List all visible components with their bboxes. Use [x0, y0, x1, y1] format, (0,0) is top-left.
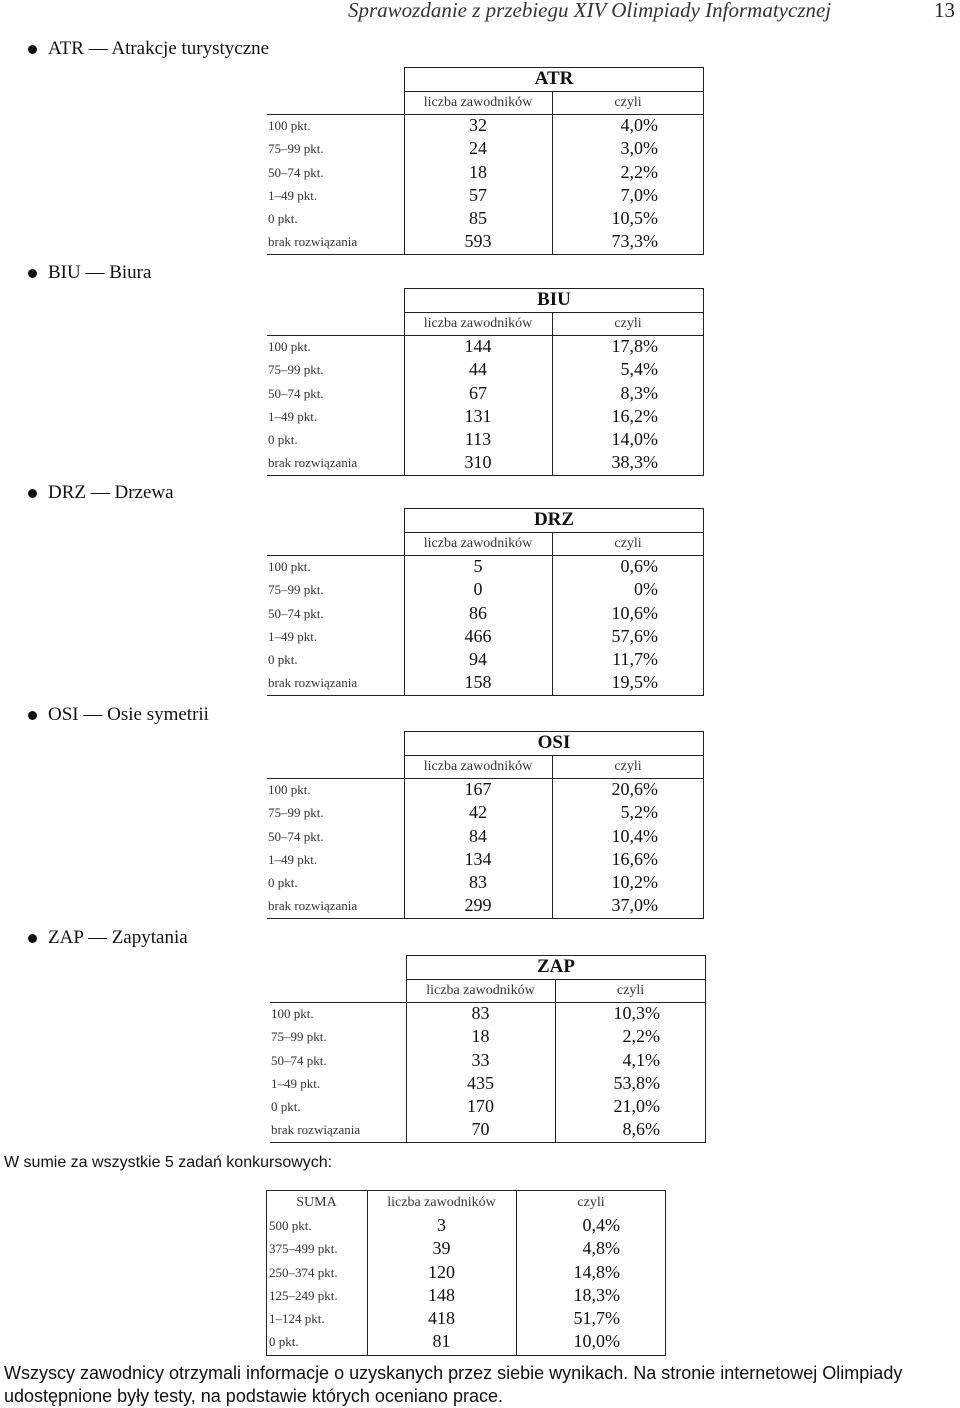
task-heading-atr	[28, 38, 269, 60]
row-count: 24	[469, 138, 487, 159]
row-count: 84	[469, 825, 487, 846]
bullet-icon	[28, 269, 37, 278]
table-title: BIU	[537, 289, 571, 310]
row-percent: 8,3%	[620, 382, 658, 403]
table-title: ZAP	[537, 956, 575, 977]
task-heading-text: DRZ — Drzewa	[48, 482, 174, 503]
page-number: 13	[934, 0, 955, 22]
row-label: 50–74 pkt.	[268, 385, 324, 401]
row-percent: 7,0%	[620, 184, 658, 205]
row-count: 86	[469, 602, 487, 623]
row-count: 57	[469, 184, 487, 205]
row-percent: 17,8%	[611, 336, 658, 357]
task-heading-zap	[28, 927, 188, 949]
row-label: 125–249 pkt.	[269, 1287, 338, 1303]
row-label: 75–99 pkt.	[268, 582, 324, 598]
column-header-count: liczba zawodników	[426, 983, 535, 998]
row-count: 466	[464, 625, 492, 646]
row-percent: 4,1%	[622, 1049, 660, 1070]
table-title: ATR	[534, 68, 574, 89]
row-label: 1–124 pkt.	[269, 1311, 325, 1326]
row-count: 33	[471, 1049, 490, 1070]
row-percent: 14,0%	[611, 429, 658, 449]
row-percent: 18,3%	[573, 1284, 620, 1305]
row-count: 83	[469, 872, 487, 892]
column-divider	[703, 91, 704, 255]
column-header-count: liczba zawodników	[423, 536, 533, 551]
task-heading-text: ZAP — Zapytania	[48, 927, 188, 948]
row-percent: 2,2%	[620, 161, 658, 182]
row-percent: 53,8%	[613, 1072, 660, 1093]
row-label: 100 pkt.	[268, 339, 311, 355]
row-label: 75–99 pkt.	[268, 362, 324, 378]
column-header-count: liczba zawodników	[423, 316, 533, 331]
row-count: 32	[469, 115, 487, 136]
column-header-count: liczba zawodników	[423, 95, 533, 110]
row-percent: 4,8%	[582, 1238, 620, 1259]
row-label: 50–74 pkt.	[268, 164, 324, 180]
row-label: 100 pkt.	[271, 1006, 314, 1022]
column-header-percent: czyli	[616, 983, 645, 998]
row-percent: 11,7%	[612, 649, 658, 669]
row-label: 0 pkt.	[268, 875, 298, 890]
row-percent: 5,2%	[620, 802, 658, 823]
row-label: 75–99 pkt.	[268, 805, 324, 821]
column-header-percent: czyli	[614, 759, 642, 774]
row-count: 67	[469, 382, 487, 403]
row-count: 113	[464, 429, 492, 449]
row-label: brak rozwiązania	[268, 898, 358, 914]
table-title: OSI	[537, 732, 571, 753]
row-label: 500 pkt.	[269, 1218, 312, 1234]
row-count: 131	[464, 405, 492, 426]
row-percent: 51,7%	[573, 1308, 620, 1328]
row-label: 100 pkt.	[268, 559, 311, 575]
row-count: 148	[428, 1284, 455, 1305]
column-divider	[703, 532, 704, 696]
row-count: 120	[428, 1261, 455, 1282]
row-percent: 20,6%	[611, 779, 658, 800]
bullet-icon	[28, 711, 37, 720]
row-count: 418	[428, 1308, 455, 1328]
column-header-percent: czyli	[614, 95, 642, 110]
row-label: 50–74 pkt.	[271, 1052, 327, 1068]
row-count: 5	[473, 556, 483, 577]
row-percent: 0,4%	[582, 1215, 620, 1236]
bullet-icon	[28, 489, 37, 498]
row-percent: 19,5%	[611, 672, 658, 693]
column-header-percent: czyli	[614, 536, 642, 551]
row-label: 50–74 pkt.	[268, 605, 324, 621]
row-count: 0	[473, 579, 483, 600]
row-count: 85	[469, 208, 487, 228]
row-label: 1–49 pkt.	[268, 187, 318, 203]
column-divider	[703, 312, 704, 476]
row-count: 44	[469, 359, 487, 380]
row-label: 250–374 pkt.	[269, 1264, 338, 1280]
task-heading-biu	[28, 262, 151, 284]
row-percent: 38,3%	[611, 452, 658, 473]
row-label: 50–74 pkt.	[268, 828, 324, 844]
row-count: 83	[471, 1003, 490, 1024]
column-divider	[705, 979, 706, 1143]
bullet-icon	[28, 934, 37, 943]
row-count: 158	[464, 672, 492, 693]
row-label: 0 pkt.	[268, 652, 298, 667]
row-count: 70	[471, 1119, 490, 1140]
table-title: DRZ	[533, 509, 575, 530]
row-percent: 16,6%	[611, 848, 658, 869]
row-percent: 0,6%	[620, 556, 658, 577]
task-heading-text: OSI — Osie symetrii	[48, 704, 209, 725]
row-percent: 4,0%	[620, 115, 658, 136]
row-percent: 5,4%	[620, 359, 658, 380]
row-percent: 37,0%	[611, 895, 658, 916]
row-count: 18	[469, 161, 487, 182]
row-percent: 21,0%	[613, 1096, 660, 1116]
column-header-percent: czyli	[614, 316, 642, 331]
row-count: 435	[467, 1072, 494, 1093]
row-percent: 8,6%	[622, 1119, 660, 1140]
row-label: 1–49 pkt.	[271, 1075, 321, 1091]
row-label: 0 pkt.	[271, 1099, 301, 1114]
task-heading-osi	[28, 704, 209, 726]
row-percent: 10,2%	[611, 872, 658, 892]
task-heading-drz	[28, 482, 174, 504]
row-count: 94	[469, 649, 487, 669]
row-percent: 10,6%	[611, 602, 658, 623]
row-count: 134	[464, 848, 492, 869]
row-label: 100 pkt.	[268, 782, 311, 798]
footer-paragraph: Wszyscy zawodnicy otrzymali informacje o uzyskanych przez siebie wynikach. Na stronie internetowej Olimpiady udostępnione były testy, na podstawie których oceniano prace.	[4, 1363, 903, 1406]
row-count: 167	[464, 779, 492, 800]
row-label: 75–99 pkt.	[268, 141, 324, 157]
row-percent: 16,2%	[611, 405, 658, 426]
header-title: Sprawozdanie z przebiegu XIV Olimpiady Informatycznej	[348, 0, 832, 22]
row-label: 1–49 pkt.	[268, 628, 318, 644]
row-percent: 73,3%	[611, 231, 658, 252]
row-label: 0 pkt.	[268, 432, 298, 447]
summary-intro: W sumie za wszystkie 5 zadań konkursowych:	[4, 1154, 333, 1171]
row-label: 75–99 pkt.	[271, 1029, 327, 1045]
column-header-count: liczba zawodników	[423, 759, 533, 774]
row-label: 375–499 pkt.	[269, 1241, 338, 1257]
row-count: 39	[432, 1238, 451, 1259]
row-percent: 14,8%	[573, 1261, 620, 1282]
row-count: 42	[469, 802, 487, 823]
summary-header-label: SUMA	[296, 1195, 337, 1210]
summary-header-percent: czyli	[577, 1195, 605, 1210]
task-heading-text: ATR — Atrakcje turystyczne	[48, 38, 270, 59]
row-percent: 57,6%	[611, 625, 658, 646]
row-label: brak rozwiązania	[271, 1122, 361, 1138]
bullet-icon	[28, 45, 37, 54]
summary-header-count: liczba zawodników	[387, 1195, 496, 1210]
row-percent: 10,4%	[611, 825, 658, 846]
column-divider	[703, 755, 704, 919]
row-count: 299	[464, 895, 492, 916]
row-label: 0 pkt.	[268, 211, 298, 226]
row-percent: 0%	[634, 579, 658, 600]
row-label: brak rozwiązania	[268, 455, 358, 471]
row-label: 0 pkt.	[269, 1334, 299, 1350]
row-count: 3	[437, 1215, 446, 1236]
row-percent: 10,3%	[613, 1003, 660, 1024]
row-label: brak rozwiązania	[268, 675, 358, 691]
row-percent: 2,2%	[622, 1026, 660, 1047]
task-heading-text: BIU — Biura	[48, 262, 152, 283]
row-count: 18	[471, 1026, 490, 1047]
row-percent: 10,5%	[611, 208, 658, 228]
row-label: 100 pkt.	[268, 118, 311, 134]
row-count: 144	[464, 336, 492, 357]
row-label: 1–49 pkt.	[268, 408, 318, 424]
row-label: brak rozwiązania	[268, 234, 358, 250]
row-count: 170	[467, 1096, 494, 1116]
row-label: 1–49 pkt.	[268, 851, 318, 867]
row-count: 593	[464, 231, 492, 252]
row-percent: 3,0%	[620, 138, 658, 159]
row-count: 310	[464, 452, 492, 473]
row-percent: 10,0%	[573, 1331, 620, 1352]
row-count: 81	[432, 1331, 451, 1352]
